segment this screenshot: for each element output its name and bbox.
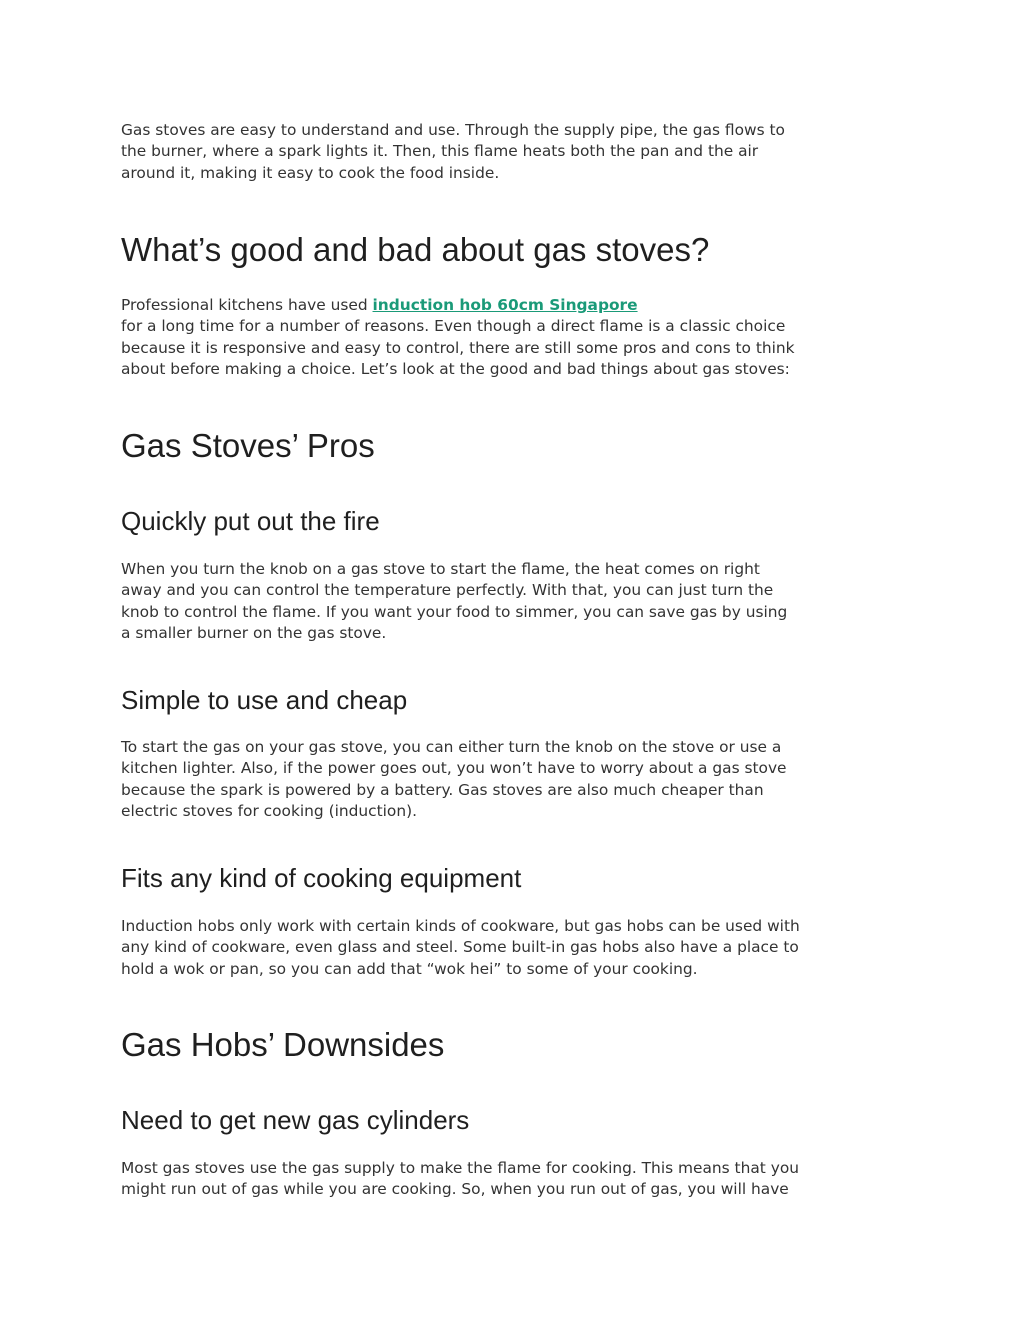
- text-line: [121, 295, 795, 316]
- subheading-gas-cylinders: Need to get new gas cylinders: [121, 1105, 470, 1135]
- text-line: To start the gas on your gas stove, you can either turn the knob on the stove or use a: [121, 738, 782, 756]
- text-line: away and you can control the temperature perfectly. With that, you can just turn the: [121, 581, 774, 600]
- text-line: because it is responsive and easy to control, there are still some pros and cons to think: [121, 338, 795, 357]
- text-before-link: Professional kitchens have used: [121, 296, 373, 314]
- subheading-put-out-fire: Quickly put out the fire: [121, 506, 380, 536]
- cooking-equipment-paragraph: [121, 916, 800, 980]
- text-line: hold a wok or pan, so you can add that “wok hei” to some of your cooking.: [121, 959, 698, 978]
- induction-hob-link[interactable]: induction hob 60cm Singapore: [372, 296, 638, 314]
- text-line: a smaller burner on the gas stove.: [121, 624, 387, 643]
- text-line: any kind of cookware, even glass and steel. Some built-in gas hobs also have a place to: [121, 938, 799, 957]
- subheading-cooking-equipment: Fits any kind of cooking equipment: [121, 863, 522, 893]
- text-line: kitchen lighter. Also, if the power goes out, you won’t have to worry about a gas stove: [121, 759, 787, 778]
- text-line: around it, making it easy to cook the food inside.: [121, 163, 500, 182]
- text-line: about before making a choice. Let’s look at the good and bad things about gas stoves:: [121, 360, 790, 379]
- text-line: Induction hobs only work with certain kinds of cookware, but gas hobs can be used with: [121, 917, 800, 935]
- gas-cylinders-paragraph: [121, 1158, 799, 1201]
- text-line: because the spark is powered by a battery. Gas stoves are also much cheaper than: [121, 780, 764, 799]
- text-line: for a long time for a number of reasons. Even though a direct flame is a classic choice: [121, 317, 786, 336]
- text-line: Most gas stoves use the gas supply to make the flame for cooking. This means that you: [121, 1159, 799, 1177]
- good-bad-paragraph: [121, 295, 795, 381]
- text-line: When you turn the knob on a gas stove to start the flame, the heat comes on right: [121, 560, 760, 578]
- text-line: electric stoves for cooking (induction).: [121, 802, 417, 821]
- text-line: might run out of gas while you are cooking. So, when you run out of gas, you will have: [121, 1180, 789, 1199]
- subheading-simple-cheap: Simple to use and cheap: [121, 685, 408, 715]
- text-line: the burner, where a spark lights it. Then, this flame heats both the pan and the air: [121, 142, 759, 161]
- intro-paragraph: [121, 120, 785, 184]
- section-heading-downsides: Gas Hobs’ Downsides: [121, 1026, 445, 1063]
- simple-cheap-paragraph: [121, 737, 787, 823]
- put-out-fire-paragraph: [121, 559, 787, 645]
- text-line: knob to control the flame. If you want your food to simmer, you can save gas by using: [121, 602, 788, 621]
- section-heading-good-bad: What’s good and bad about gas stoves?: [121, 231, 710, 268]
- text-line: Gas stoves are easy to understand and use. Through the supply pipe, the gas flows to: [121, 121, 785, 139]
- section-heading-pros: Gas Stoves’ Pros: [121, 427, 375, 464]
